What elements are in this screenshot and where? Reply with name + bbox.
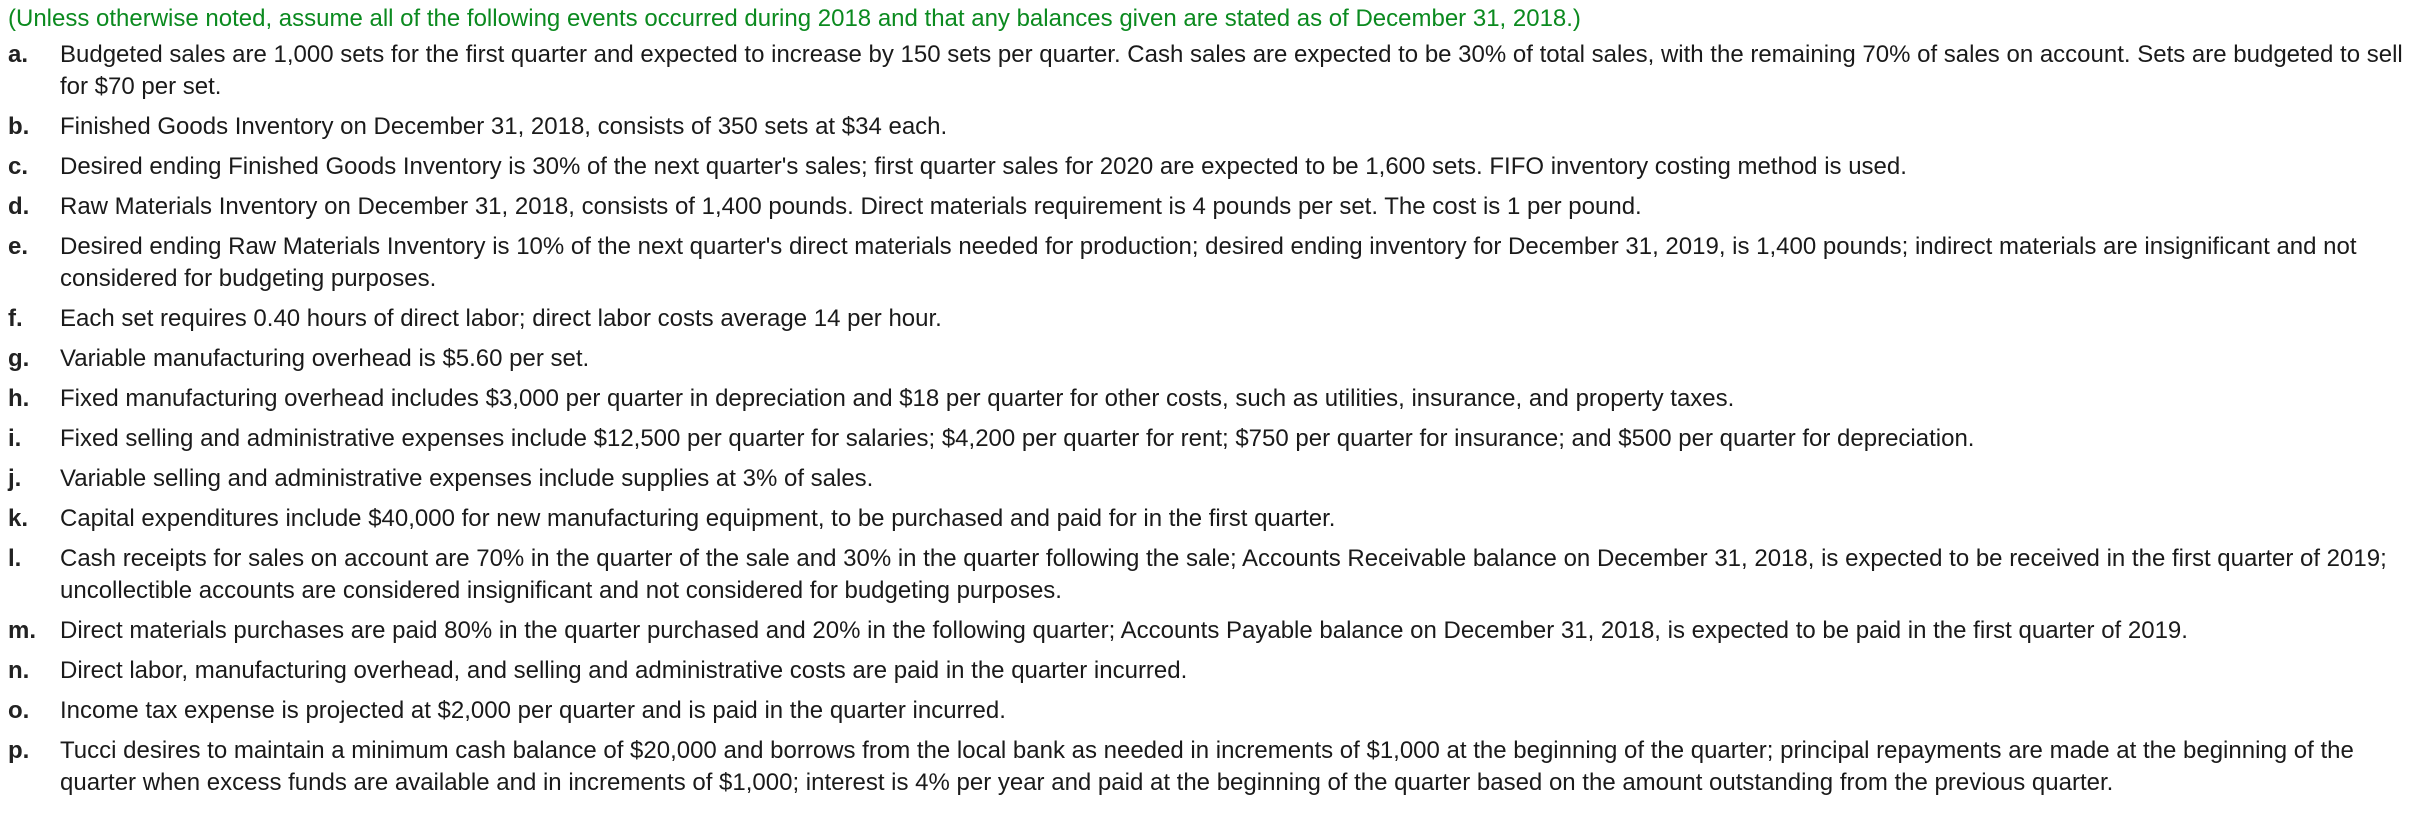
item-text: Cash receipts for sales on account are 70% in the quarter of the sale and 30% in the quarter following the sale; Accounts Receivable balance on December 31, 2018, is expected to be received in the first quarter of 2019; uncollectible accounts are considered insignificant and not considered for budgeting purposes. — [60, 545, 2387, 604]
item-letter: j. — [8, 465, 22, 492]
item-letter: d. — [8, 193, 30, 220]
item-text: Direct labor, manufacturing overhead, and selling and administrative costs are paid in the quarter incurred. — [60, 657, 1188, 684]
list-item-l — [8, 543, 2416, 607]
list-item-j — [8, 463, 2416, 495]
item-letter: p. — [8, 737, 30, 764]
list-item-h — [8, 383, 2416, 415]
item-text: Fixed manufacturing overhead includes $3,000 per quarter in depreciation and $18 per quarter for other costs, such as utilities, insurance, and property taxes. — [60, 385, 1735, 412]
item-text: Budgeted sales are 1,000 sets for the first quarter and expected to increase by 150 sets per quarter. Cash sales are expected to be 30% of total sales, with the remaining 70% of sales on account. Sets are budgeted to sell for $70 per set. — [60, 41, 2403, 100]
list-item-m — [8, 615, 2416, 647]
list-item-p — [8, 735, 2416, 799]
item-text: Raw Materials Inventory on December 31, 2018, consists of 1,400 pounds. Direct materials requirement is 4 pounds per set. The cost is 1 per pound. — [60, 193, 1642, 220]
item-text: Desired ending Raw Materials Inventory is 10% of the next quarter's direct materials needed for production; desired ending inventory for December 31, 2019, is 1,400 pounds; indirect materials are insignificant and not considered for budgeting purposes. — [60, 233, 2357, 292]
item-text: Tucci desires to maintain a minimum cash balance of $20,000 and borrows from the local bank as needed in increments of $1,000 at the beginning of the quarter; principal repayments are made at the beginning of the quarter when excess funds are available and in increments of $1,000; interest is 4% per year and paid at the beginning of the quarter based on the amount outstanding from the previous quarter. — [60, 737, 2354, 796]
item-text: Each set requires 0.40 hours of direct labor; direct labor costs average 14 per hour. — [60, 305, 942, 332]
item-text: Variable manufacturing overhead is $5.60 per set. — [60, 345, 590, 372]
item-letter: f. — [8, 305, 23, 332]
list-item-b — [8, 111, 2416, 143]
item-letter: e. — [8, 233, 29, 260]
item-letter: g. — [8, 345, 30, 372]
list-item-g — [8, 343, 2416, 375]
assumptions-list — [8, 39, 2416, 799]
list-item-d — [8, 191, 2416, 223]
item-letter: b. — [8, 113, 30, 140]
item-letter: h. — [8, 385, 30, 412]
list-item-a — [8, 39, 2416, 103]
list-item-f — [8, 303, 2416, 335]
item-text: Capital expenditures include $40,000 for new manufacturing equipment, to be purchased and paid for in the first quarter. — [60, 505, 1336, 532]
list-item-i — [8, 423, 2416, 455]
item-letter: i. — [8, 425, 22, 452]
item-letter: l. — [8, 545, 22, 572]
list-item-c — [8, 151, 2416, 183]
item-letter: m. — [8, 617, 37, 644]
item-text: Variable selling and administrative expenses include supplies at 3% of sales. — [60, 465, 874, 492]
item-text: Income tax expense is projected at $2,000 per quarter and is paid in the quarter incurred. — [60, 697, 1006, 724]
item-letter: a. — [8, 41, 29, 68]
item-text: Finished Goods Inventory on December 31, 2018, consists of 350 sets at $34 each. — [60, 113, 948, 140]
item-text: Desired ending Finished Goods Inventory is 30% of the next quarter's sales; first quarter sales for 2020 are expected to be 1,600 sets. FIFO inventory costing method is used. — [60, 153, 1907, 180]
list-item-k — [8, 503, 2416, 535]
list-item-e — [8, 231, 2416, 295]
item-letter: k. — [8, 505, 29, 532]
item-text: Fixed selling and administrative expenses include $12,500 per quarter for salaries; $4,200 per quarter for rent; $750 per quarter for insurance; and $500 per quarter for depreciation. — [60, 425, 1975, 452]
item-text: Direct materials purchases are paid 80% in the quarter purchased and 20% in the following quarter; Accounts Payable balance on December 31, 2018, is expected to be paid in the first quarter of 2019. — [60, 617, 2188, 644]
list-item-o — [8, 695, 2416, 727]
intro-note: (Unless otherwise noted, assume all of the following events occurred during 2018 and that any balances given are stated as of December 31, 2018.) — [8, 5, 1581, 32]
list-item-n — [8, 655, 2416, 687]
item-letter: n. — [8, 657, 30, 684]
item-letter: o. — [8, 697, 30, 724]
item-letter: c. — [8, 153, 29, 180]
